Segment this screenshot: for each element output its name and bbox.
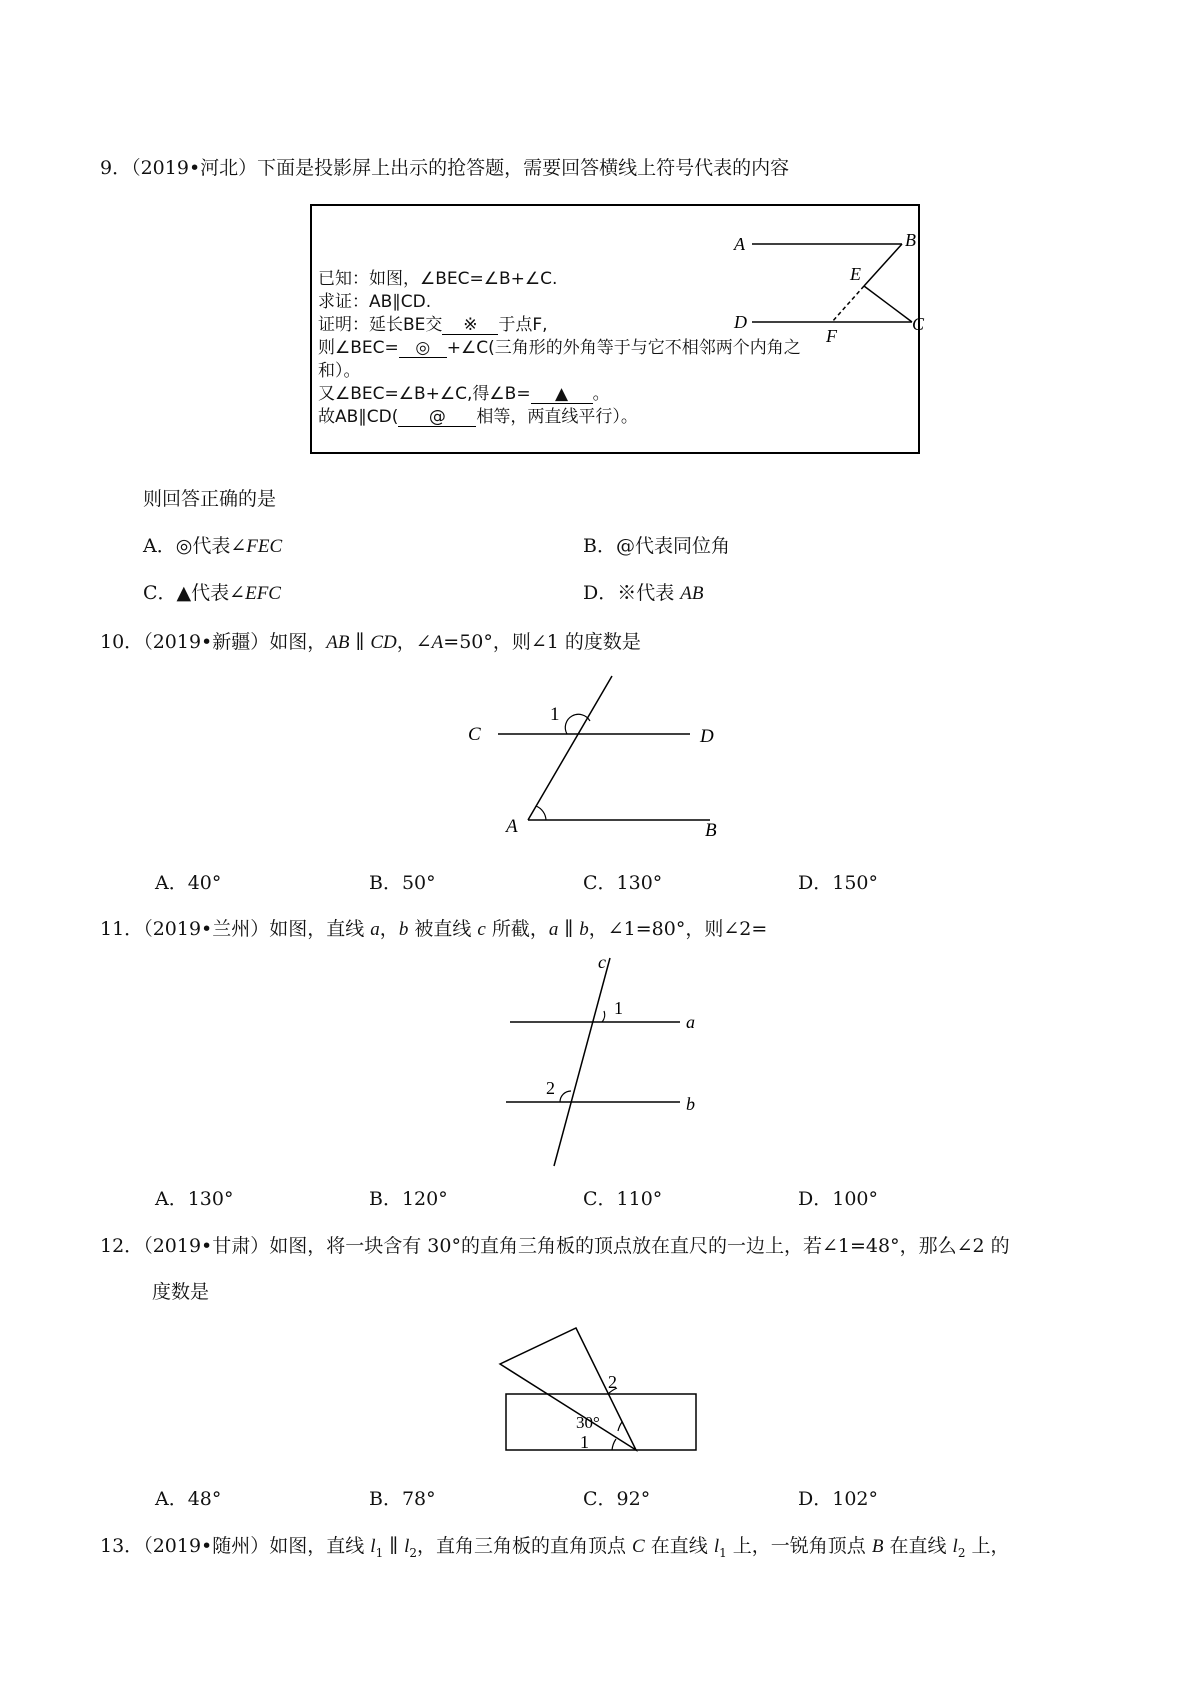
- option-9-A: A．◎代表∠FEC: [143, 535, 283, 557]
- label-B: B: [705, 820, 717, 841]
- option-12-B: B．78°: [369, 1488, 436, 1510]
- box-proof-line5: 故AB∥CD( @ 相等，两直线平行）。: [318, 407, 638, 427]
- option-11-C: C．110°: [583, 1188, 663, 1210]
- label-angle-1: 1: [550, 704, 560, 725]
- option-10-B: B．50°: [369, 872, 436, 894]
- label-C: C: [468, 724, 481, 745]
- question-text: 下面是投影屏上出示的抢答题，需要回答横线上符号代表的内容: [257, 157, 790, 179]
- label-A: A: [734, 234, 745, 254]
- option-9-B: B．@代表同位角: [583, 535, 730, 557]
- option-12-D: D．102°: [798, 1488, 878, 1510]
- label-E: E: [850, 264, 861, 284]
- label-A: A: [506, 816, 518, 837]
- box-proof-line3: 和）。: [318, 361, 361, 381]
- question-13-stem: 13．（2019•随州）如图，直线 $l_1$ ∥ $l_2$，直角三角板的直角顶点 C 在直线 $l_1$ 上，一锐角顶点 B 在直线 $l_2$ 上，: [100, 1535, 1010, 1560]
- angle-1-arc: [602, 1011, 605, 1022]
- option-12-A: A．48°: [155, 1488, 222, 1510]
- option-10-A: A．40°: [155, 872, 222, 894]
- question-9-prompt: 则回答正确的是: [143, 488, 277, 510]
- box-proof-line1: 证明：延长BE交 ※ 于点F,: [318, 315, 548, 335]
- blank-symbol-at: @: [398, 408, 476, 427]
- blank-symbol-double-circle: ◎: [399, 339, 447, 358]
- option-11-D: D．100°: [798, 1188, 878, 1210]
- question-12-stem-cont: 度数是: [152, 1281, 210, 1303]
- angle-1-arc: [612, 1439, 616, 1450]
- option-9-D: D．※代表 AB: [583, 582, 704, 604]
- option-11-B: B．120°: [369, 1188, 448, 1210]
- label-B: B: [905, 230, 916, 250]
- label-angle-30: 30°: [576, 1413, 600, 1432]
- label-b: b: [686, 1094, 695, 1114]
- option-9-C: C．▲代表∠EFC: [143, 582, 281, 604]
- angle-A-arc: [536, 806, 546, 820]
- question-11-stem: 11．（2019•兰州）如图，直线 a，b 被直线 c 所截，a ∥ b，∠1=80°，则∠2=: [100, 918, 768, 940]
- label-angle-2: 2: [608, 1372, 617, 1392]
- question-9-stem: [100, 156, 789, 180]
- option-11-A: A．130°: [155, 1188, 234, 1210]
- label-c: c: [598, 952, 606, 972]
- box-proof-line4: 又∠BEC=∠B+∠C,得∠B= ▲ 。: [318, 384, 610, 404]
- label-angle-1: 1: [580, 1432, 589, 1452]
- figure-q10: [460, 672, 740, 842]
- option-10-D: D．150°: [798, 872, 878, 894]
- option-10-C: C．130°: [583, 872, 663, 894]
- projection-screen-box: [310, 204, 925, 454]
- ruler-rect: [506, 1394, 696, 1450]
- figure-q12: [490, 1322, 710, 1458]
- blank-symbol-reference: ※: [442, 316, 498, 335]
- box-proof-line2: 则∠BEC= ◎ +∠C(三角形的外角等于与它不相邻两个内角之: [318, 338, 801, 358]
- box-prove-line: 求证：AB∥CD.: [318, 292, 432, 312]
- line-BE: [864, 244, 902, 286]
- blank-symbol-triangle: ▲: [531, 385, 593, 404]
- figure-q11: [490, 954, 730, 1172]
- question-source: （2019•河北）: [131, 157, 258, 179]
- option-12-C: C．92°: [583, 1488, 651, 1510]
- label-angle-1: 1: [614, 998, 623, 1018]
- transversal-line: [528, 676, 612, 820]
- label-D: D: [700, 726, 714, 747]
- angle-1-arc: [565, 714, 590, 734]
- figure-q9: [712, 206, 925, 352]
- label-C: C: [912, 314, 925, 334]
- question-10-stem: 10．（2019•新疆）如图，AB ∥ CD，∠A=50°，则∠1 的度数是: [100, 631, 641, 653]
- angle-2-arc: [560, 1091, 571, 1102]
- label-D: D: [734, 312, 747, 332]
- line-c: [554, 958, 610, 1166]
- label-a: a: [686, 1012, 695, 1032]
- label-F: F: [826, 326, 837, 346]
- dashed-line-EF: [832, 286, 864, 322]
- angle-30-arc: [618, 1422, 622, 1431]
- question-12-stem: 12．（2019•甘肃）如图，将一块含有 30°的直角三角板的顶点放在直尺的一边上，若∠1=48°，那么∠2 的: [100, 1235, 1010, 1257]
- question-number: 9．: [100, 157, 132, 179]
- line-EC: [864, 286, 912, 322]
- box-given-line: 已知：如图，∠BEC=∠B+∠C.: [318, 269, 558, 289]
- label-angle-2: 2: [546, 1078, 555, 1098]
